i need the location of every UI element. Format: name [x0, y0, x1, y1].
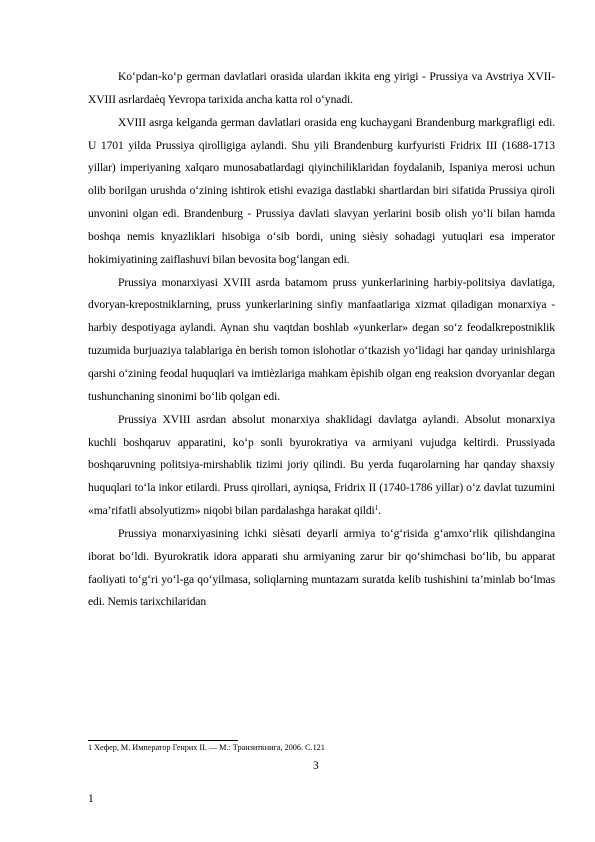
paragraph-5: Prussiya monarxiyasining ichki siѐsati deyarli armiya to‘g‘risida g‘amxo‘rlik qilishdangina iborat bo‘ldi. Byurokratik idora apparati shu armiyaning zarur bir qo‘shimchasi bo‘lib, bu apparat faoliyati to‘g‘ri yo‘l-ga qo‘yilmasa, soliqlarning muntazam suratda kelib tushishini ta’minlab bo‘lmas edi. Nemis tarixchilaridan [88, 526, 555, 609]
paragraph-4-text: Prussiya XVIII asrdan absolut monarxiya shaklidagi davlatga aylandi. Absolut monarxiya kuchli boshqaruv apparatini, ko‘p sonli byurokratiya va armiyani vujudga keltirdi. Prussiyada boshqaruvning politsiya-mirshablik tizimi joriy qilindi. Bu yerda fuqarolarning har qanday shaxsiy huquqlari to‘la inkor etilardi. Pruss qirollari, ayniqsa, Fridrix II (1740-1786 yillar) o‘z davlat tuzumini «ma’rifatli absolyutizm» niqobi bilan pardalashga harakat qildi [88, 412, 555, 518]
page-number: 3 [313, 760, 319, 772]
footnote-reference: 1 [374, 504, 379, 513]
paragraph-3: Prussiya monarxiyasi XVIII asrda batamom pruss yunkerlarining harbiy-politsiya davlatiga, dvoryan-krepostniklarning, pruss yunkerlarining sinfiy manfaatlariga xizmat qiladigan monarxiya - harbiy despotiyaga aylandi. Aynan shu vaqtdan boshlab «yunkerlar» degan so‘z feodalkrepostniklik tuzumida burjuaziya talablariga ѐn berish tomon islohotlar o‘tkazish yo‘lidagi har qanday urinishlarga qarshi o‘zining feodal huquqlari va imtiѐzlariga mahkam ѐpishib olgan eng reaksion dvoryanlar degan tushunchaning sinonimi bo‘lib qolgan edi. [88, 275, 555, 403]
paragraph-1: Ko‘pdan-ko‘p german davlatlari orasida ulardan ikkita eng yirigi - Prussiya va Avstriya XVII-XVIII asrlardaѐq Yevropa tarixida ancha katta rol o‘ynadi. [88, 70, 555, 106]
body-text [88, 66, 555, 614]
bottom-mark: 1 [88, 793, 94, 805]
paragraph-4: Prussiya XVIII asrdan absolut monarxiya shaklidagi davlatga aylandi. Absolut monarxiya kuchli boshqaruv apparatini, ko‘p sonli byurokratiya va armiyani vujudga keltirdi. Prussiyada boshqaruvning politsiya-mirshablik tizimi joriy qilindi. Bu yerda fuqarolarning har qanday shaxsiy huquqlari to‘la inkor etilardi. Pruss qirollari, ayniqsa, Fridrix II (1740-1786 yillar) o‘z davlat tuzumini «ma’rifatli absolyutizm» niqobi bilan pardalashga harakat qildi$^1$. [88, 412, 555, 518]
paragraph-2: XVIII asrga kelganda german davlatlari orasida eng kuchaygani Brandenburg markgrafligi edi. U 1701 yilda Prussiya qirolligiga aylandi. Shu yili Brandenburg kurfyuristi Fridrix III (1688-1713 yillar) imperiyaning xalqaro munosabatlardagi qiyinchiliklaridan foydalanib, Ispaniya merosi uchun olib borilgan urushda o‘zining ishtirok etishi evaziga dastlabki shartlardan biri sifatida Prussiya qiroli unvonini olgan edi. Brandenburg - Prussiya davlati slavyan yerlarini bosib olish yo‘li bilan hamda boshqa nemis knyazliklari hisobiga o‘sib bordi, uning siѐsiy sohadagi yutuqlari esa imperator hokimiyatining zaiflashuvi bilan bevosita bog‘langan edi. [88, 115, 555, 266]
footnote-separator [88, 740, 238, 741]
footnote: 1 Хефер, М. Император Генрих II. — М.: Транзиткнига, 2006. C.121 [88, 743, 325, 752]
